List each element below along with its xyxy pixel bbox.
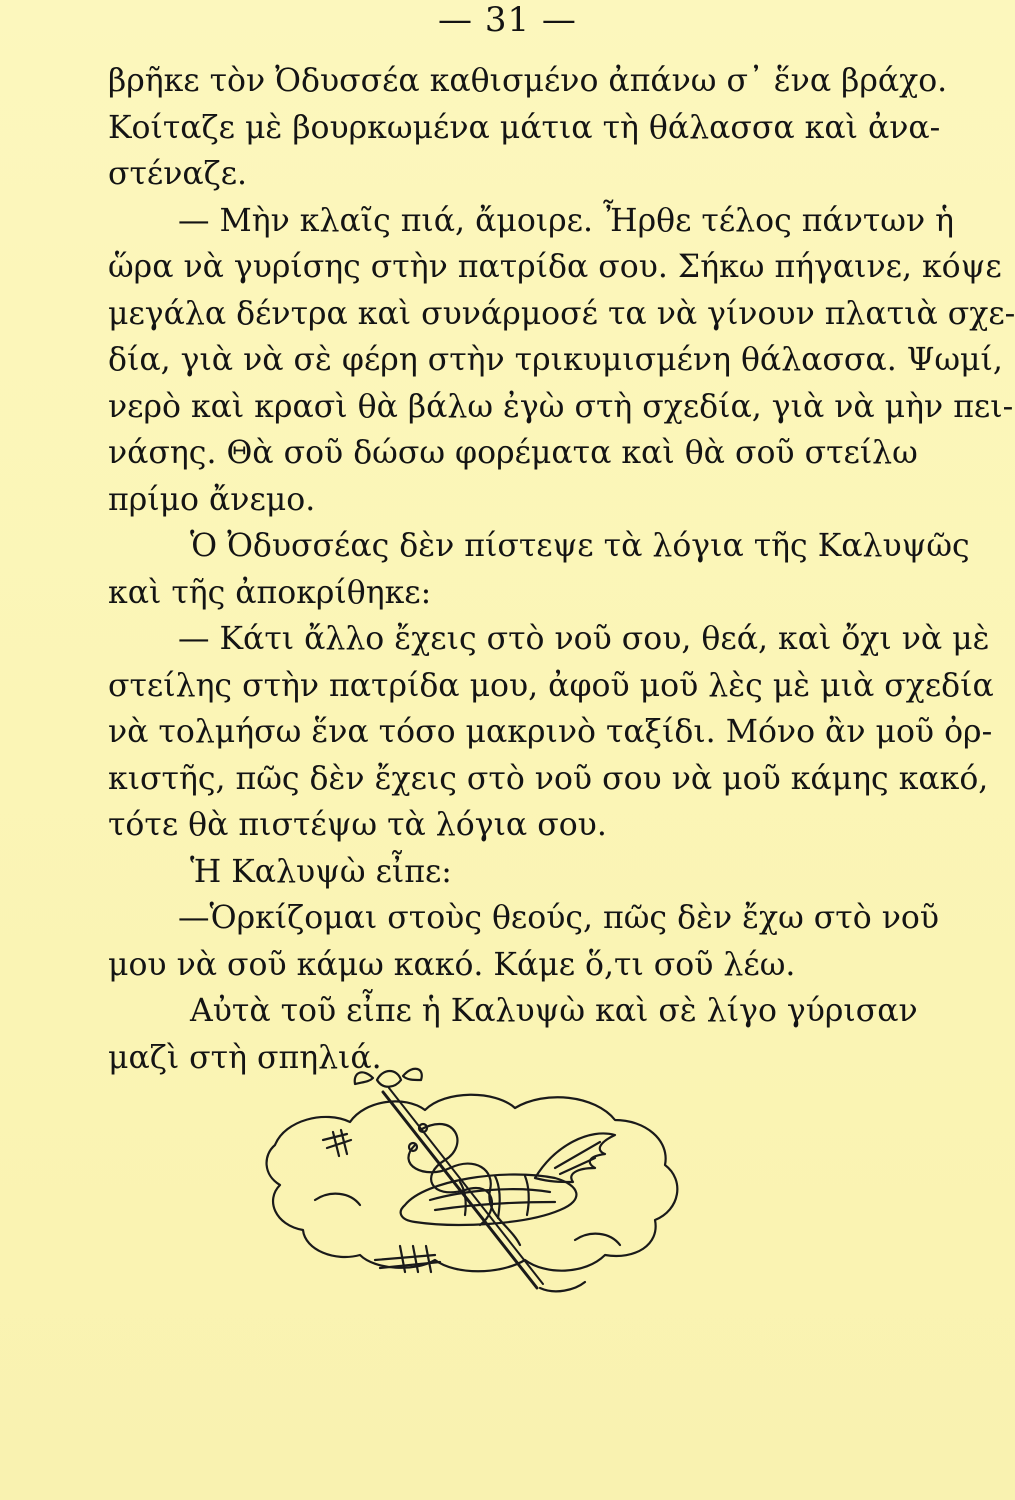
dialogue-line: — Μὴν κλαῖς πιά, ἄμοιρε. Ἦρθε τέλος πάντων ἡ bbox=[178, 202, 954, 239]
text-line: στείλης στὴν πατρίδα μου, ἀφοῦ μοῦ λὲς μὲ μιὰ σχεδία bbox=[108, 667, 994, 704]
text-line: τότε θὰ πιστέψω τὰ λόγια σου. bbox=[108, 807, 607, 843]
text-line: δία, γιὰ νὰ σὲ φέρη στὴν τρικυμισμένη θάλασσα. Ψωμί, bbox=[108, 342, 1003, 378]
text-line: πρίμο ἄνεμο. bbox=[108, 481, 316, 518]
text-line: καὶ τῆς ἀποκρίθηκε: bbox=[108, 574, 432, 611]
body-text bbox=[108, 58, 1015, 1081]
text-line: νάσης. Θὰ σοῦ δώσω φορέματα καὶ θὰ σοῦ στείλω bbox=[108, 435, 918, 471]
paragraph-start: Ὁ Ὀδυσσέας δὲν πίστεψε τὰ λόγια τῆς Καλυψῶς bbox=[190, 528, 970, 564]
text-line: κιστῆς, πῶς δὲν ἔχεις στὸ νοῦ σου νὰ μοῦ κάμης κακό, bbox=[108, 760, 989, 797]
paragraph-start: Αὐτὰ τοῦ εἶπε ἡ Καλυψὼ καὶ σὲ λίγο γύρισαν bbox=[190, 993, 918, 1029]
text-line: μεγάλα δέντρα καὶ συνάρμοσέ τα νὰ γίνουν πλατιὰ σχε- bbox=[108, 295, 1015, 332]
dialogue-line: — Κάτι ἄλλο ἔχεις στὸ νοῦ σου, θεά, καὶ ὄχι νὰ μὲ bbox=[178, 621, 990, 657]
text-line: ὥρα νὰ γυρίσης στὴν πατρίδα σου. Σήκω πήγαινε, κόψε bbox=[108, 249, 1002, 285]
paragraph-start: Ἡ Καλυψὼ εἶπε: bbox=[190, 853, 452, 890]
text-line: μου νὰ σοῦ κάμω κακό. Κάμε ὅ,τι σοῦ λέω. bbox=[108, 946, 796, 983]
caduceus-winged-sandal-on-cloud-icon bbox=[255, 1050, 695, 1300]
dialogue-line: —Ὁρκίζομαι στοὺς θεούς, πῶς δὲν ἔχω στὸ νοῦ bbox=[178, 900, 939, 936]
text-line: Κοίταζε μὲ βουρκωμένα μάτια τὴ θάλασσα καὶ ἀνα- bbox=[108, 109, 941, 146]
page-number: — 31 — bbox=[438, 0, 577, 40]
text-line: βρῆκε τὸν Ὀδυσσέα καθισμένο ἀπάνω σ᾿ ἕνα βράχο. bbox=[108, 63, 948, 99]
text-line: νὰ τολμήσω ἕνα τόσο μακρινὸ ταξίδι. Μόνο ἂν μοῦ ὀρ- bbox=[108, 714, 993, 750]
text-line: στέναζε. bbox=[108, 156, 248, 192]
text-line: μαζὶ στὴ σπηλιά. bbox=[108, 1039, 382, 1076]
text-line: νερὸ καὶ κρασὶ θὰ βάλω ἐγὼ στὴ σχεδία, γιὰ νὰ μὴν πει- bbox=[108, 388, 1014, 425]
